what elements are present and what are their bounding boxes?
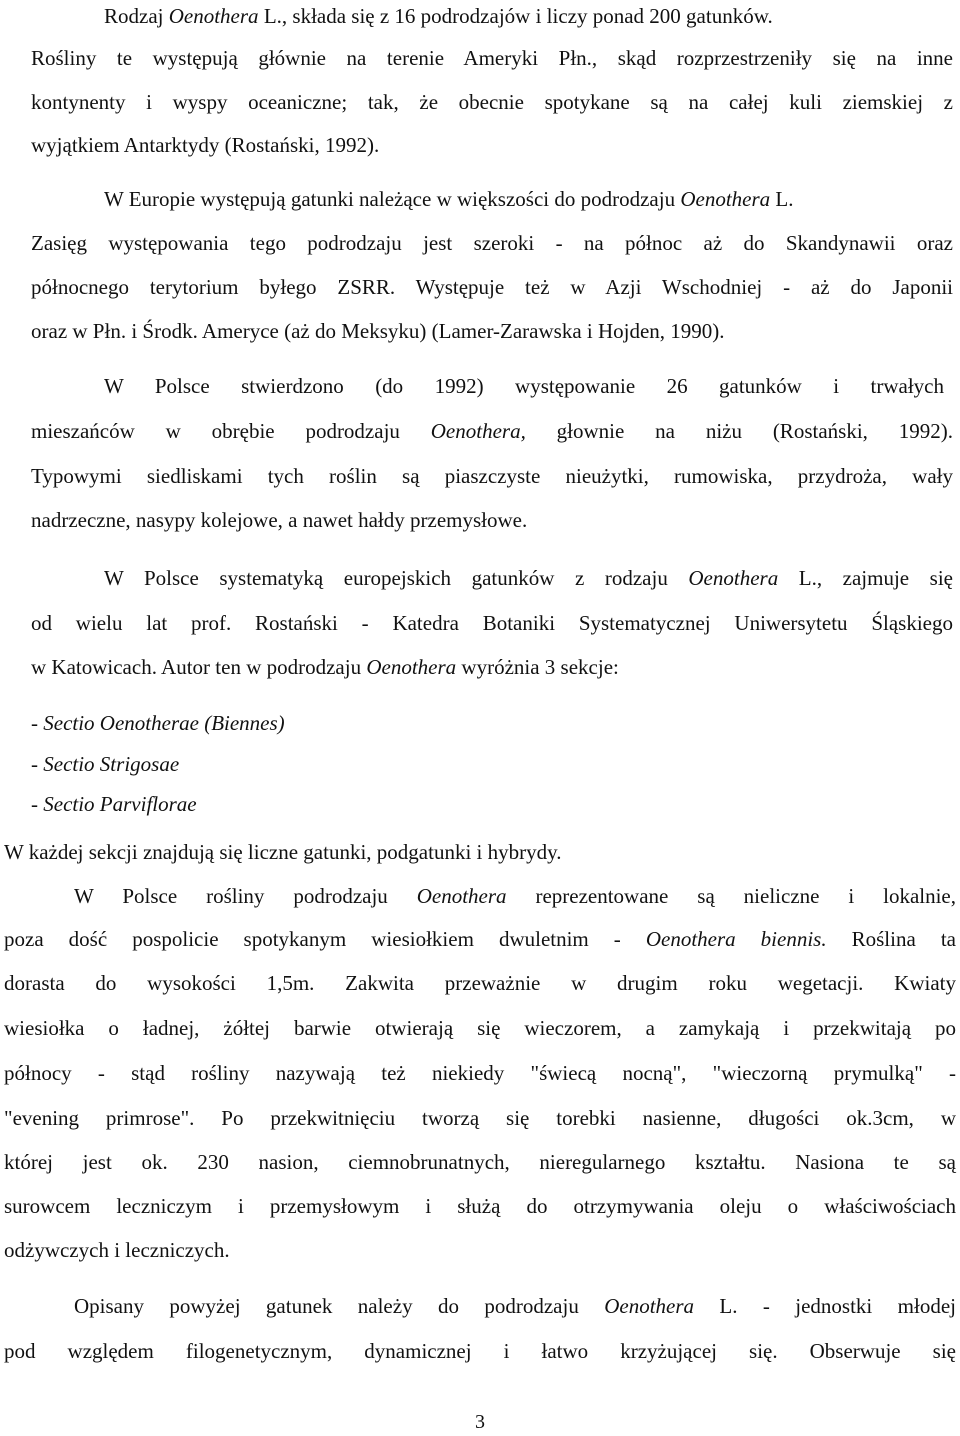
text-run: W Polsce rośliny podrodzaju bbox=[74, 884, 417, 908]
text-line bbox=[4, 1104, 956, 1132]
text-run: - bbox=[31, 752, 44, 776]
text-run: wiesiołka o ładnej, żółtej barwie otwierają się wieczorem, a zamykają i przekwitają po bbox=[4, 1016, 956, 1040]
text-line bbox=[74, 1292, 956, 1320]
italic-text: Oenothera bbox=[688, 566, 779, 590]
italic-text: Sectio Parviflorae bbox=[43, 792, 197, 816]
text-line bbox=[31, 462, 953, 490]
text-line bbox=[4, 838, 562, 866]
text-run: Typowymi siedliskami tych roślin są piaszczyste nieużytki, rumowiska, przydroża, wały bbox=[31, 464, 953, 488]
text-line bbox=[31, 44, 953, 72]
text-line bbox=[31, 417, 953, 445]
text-run: "evening primrose". Po przekwitnięciu tworzą się torebki nasienne, długości ok.3cm, w bbox=[4, 1106, 956, 1130]
text-line bbox=[4, 1337, 956, 1365]
text-run: oraz w Płn. i Środk. Ameryce (aż do Meksyku) (Lamer-Zarawska i Hojden, 1990). bbox=[31, 319, 725, 343]
text-line bbox=[4, 925, 956, 953]
text-line bbox=[4, 1059, 956, 1087]
text-run: reprezentowane są nieliczne i lokalnie, bbox=[506, 884, 957, 908]
text-line bbox=[31, 229, 953, 257]
text-line bbox=[31, 653, 619, 681]
text-run: nadrzeczne, nasypy kolejowe, a nawet hałdy przemysłowe. bbox=[31, 508, 528, 532]
text-run: Rodzaj bbox=[104, 4, 169, 28]
text-run: - bbox=[31, 792, 44, 816]
text-run: Zasięg występowania tego podrodzaju jest szeroki - na północ aż do Skandynawii oraz bbox=[31, 231, 953, 255]
text-run: L., składa się z 16 podrodzajów i liczy ponad 200 gatunków. bbox=[258, 4, 773, 28]
text-line bbox=[31, 506, 527, 534]
text-line bbox=[104, 564, 953, 592]
text-line bbox=[74, 882, 956, 910]
text-line bbox=[104, 2, 773, 30]
text-line bbox=[104, 372, 944, 400]
text-run: surowcem leczniczym i przemysłowym i służą do otrzymywania oleju o właściwościach bbox=[4, 1194, 956, 1218]
italic-text: Oenothera bbox=[680, 187, 771, 211]
italic-text: Oenothera biennis. bbox=[645, 927, 827, 951]
text-line bbox=[4, 1014, 956, 1042]
italic-text: Oenothera bbox=[604, 1294, 695, 1318]
text-run: głownie na niżu (Rostański, 1992). bbox=[525, 419, 953, 443]
text-line bbox=[31, 273, 953, 301]
text-line bbox=[31, 790, 197, 818]
text-run: Rośliny te występują głównie na terenie Ameryki Płn., skąd rozprzestrzeniły się na inne bbox=[31, 46, 953, 70]
text-run: Opisany powyżej gatunek należy do podrodzaju bbox=[74, 1294, 605, 1318]
italic-text: Sectio Strigosae bbox=[43, 752, 180, 776]
text-run: wyjątkiem Antarktydy (Rostański, 1992). bbox=[31, 133, 380, 157]
text-run: dorasta do wysokości 1,5m. Zakwita przeważnie w drugim roku wegetacji. Kwiaty bbox=[4, 971, 956, 995]
text-line bbox=[31, 88, 953, 116]
text-line bbox=[4, 1148, 956, 1176]
text-run: L. - jednostki młodej bbox=[694, 1294, 956, 1318]
text-run: wyróżnia 3 sekcje: bbox=[456, 655, 619, 679]
text-run: od wielu lat prof. Rostański - Katedra Botaniki Systematycznej Uniwersytetu Śląskiego bbox=[31, 611, 953, 635]
text-line bbox=[31, 317, 725, 345]
text-line bbox=[31, 131, 379, 159]
text-run: W Polsce stwierdzono (do 1992) występowanie 26 gatunków i trwałych bbox=[104, 374, 944, 398]
text-run: W każdej sekcji znajdują się liczne gatunki, podgatunki i hybrydy. bbox=[4, 840, 562, 864]
text-run: kontynenty i wyspy oceaniczne; tak, że obecnie spotykane są na całej kuli ziemskiej z bbox=[31, 90, 953, 114]
text-line bbox=[104, 185, 794, 213]
italic-text: Oenothera bbox=[416, 884, 507, 908]
text-run: odżywczych i leczniczych. bbox=[4, 1238, 230, 1262]
text-run: mieszańców w obrębie podrodzaju bbox=[31, 419, 431, 443]
text-run: północy - stąd rośliny nazywają też niekiedy "świecą nocną", "wieczorną prymulką" - bbox=[4, 1061, 956, 1085]
italic-text: Sectio Oenotherae (Biennes) bbox=[43, 711, 285, 735]
italic-text: Oenothera bbox=[366, 655, 457, 679]
page-number: 3 bbox=[475, 1411, 485, 1433]
text-run: w Katowicach. Autor ten w podrodzaju bbox=[31, 655, 367, 679]
text-run: północnego terytorium byłego ZSRR. Występuje też w Azji Wschodniej - aż do Japonii bbox=[31, 275, 953, 299]
text-run: W Europie występują gatunki należące w większości do podrodzaju bbox=[104, 187, 681, 211]
text-line bbox=[4, 969, 956, 997]
italic-text: Oenothera, bbox=[430, 419, 526, 443]
text-line bbox=[4, 1236, 230, 1264]
text-line bbox=[31, 709, 285, 737]
text-run: L., zajmuje się bbox=[778, 566, 953, 590]
text-run: L. bbox=[770, 187, 794, 211]
italic-text: Oenothera bbox=[168, 4, 259, 28]
text-run: pod względem filogenetycznym, dynamicznej i łatwo krzyżującej się. Obserwuje się bbox=[4, 1339, 956, 1363]
text-line bbox=[4, 1192, 956, 1220]
text-run: której jest ok. 230 nasion, ciemnobrunatnych, nieregularnego kształtu. Nasiona te są bbox=[4, 1150, 956, 1174]
text-line bbox=[31, 609, 953, 637]
text-run: poza dość pospolicie spotykanym wiesiołkiem dwuletnim - bbox=[4, 927, 646, 951]
text-run: - bbox=[31, 711, 44, 735]
text-run: W Polsce systematyką europejskich gatunków z rodzaju bbox=[104, 566, 689, 590]
text-run: Roślina ta bbox=[826, 927, 956, 951]
text-line bbox=[31, 750, 179, 778]
